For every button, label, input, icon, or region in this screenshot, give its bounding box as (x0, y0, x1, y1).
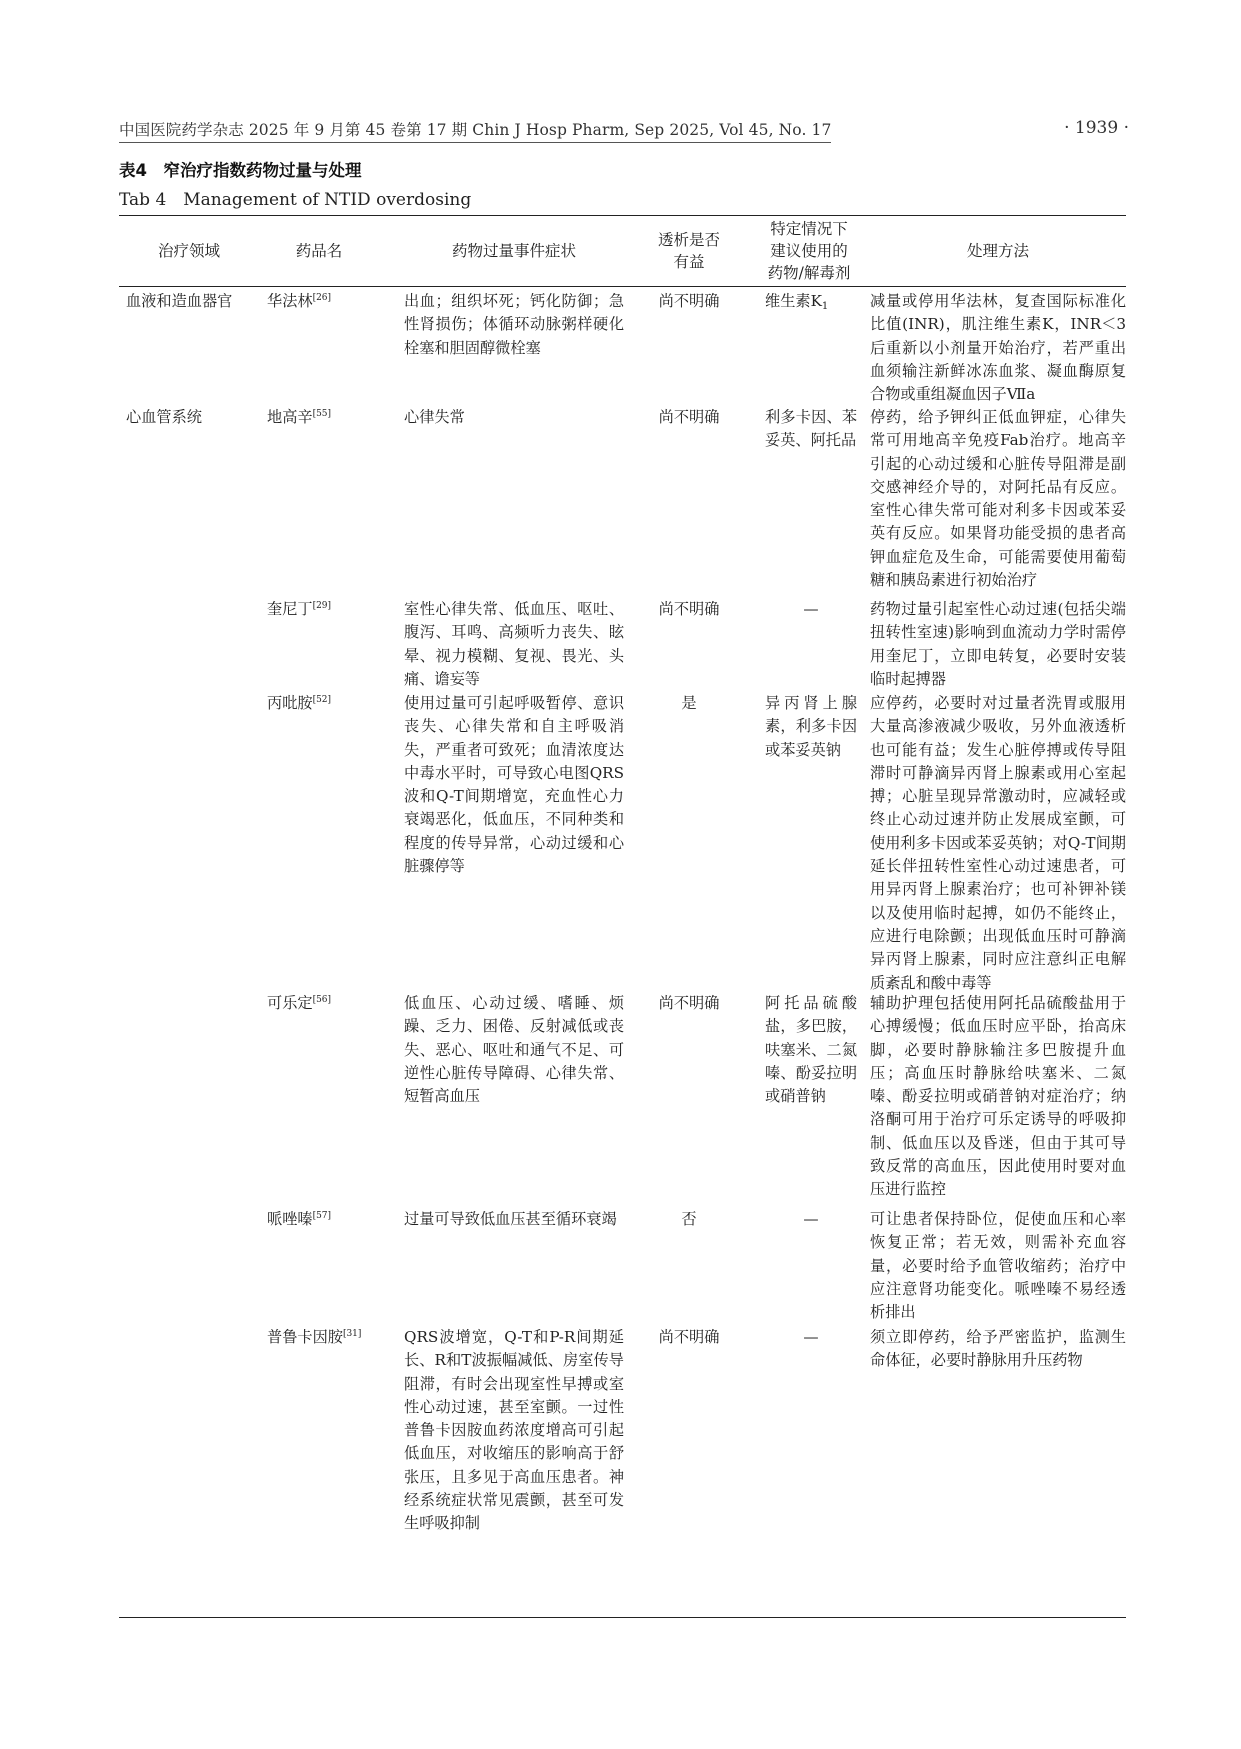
cell-symptoms: 使用过量可引起呼吸暂停、意识丧失、心律失常和自主呼吸消失，严重者可致死；血清浓度达中毒水平时，可导致心电图QRS波和Q-T间期增宽，充血性心力衰竭恶化，低血压，不同种类和程度的传导异常，心动过缓和心脏骤停等 (404, 694, 624, 876)
cell-management: 辅助护理包括使用阿托品硫酸盐用于心搏缓慢；低血压时应平卧，抬高床脚，必要时静脉输注多巴胺提升血压；高血压时静脉给呋塞米、二氮嗪、酚妥拉明或硝普钠对症治疗；纳洛酮可用于治疗可乐定诱导的呼吸抑制、低血压以及昏迷，但由于其可导致反常的高血压，因此使用时要对血压进行监控 (870, 994, 1126, 1199)
cell-drug: 可乐定[56] (267, 994, 332, 1012)
cell-area: 血液和造血器官 (126, 292, 233, 310)
cell-symptoms: 低血压、心动过缓、嗜睡、烦躁、乏力、困倦、反射减低或丧失、恶心、呕吐和通气不足、可逆性心脏传导障碍、心律失常、短暂高血压 (404, 994, 624, 1106)
cell-dialysis: 尚不明确 (658, 292, 720, 310)
cell-antidote: 维生素$K_1$ (765, 292, 829, 312)
cell-drug: 丙吡胺[52] (267, 694, 332, 712)
cell-drug: 奎尼丁[29] (267, 600, 332, 618)
cell-drug: 普鲁卡因胺[31] (267, 1328, 362, 1346)
cell-area: 心血管系统 (126, 408, 202, 426)
table-row (119, 992, 1126, 1208)
col-header-symptoms: 药物过量事件症状 (451, 242, 576, 260)
cell-antidote: 异丙肾上腺素，利多卡因或苯妥英钠 (765, 694, 857, 759)
cell-antidote: — (803, 600, 819, 618)
page-number: · 1939 · (1064, 118, 1129, 138)
cell-antidote: 阿托品硫酸盐，多巴胺，呋塞米、二氮嗪、酚妥拉明或硝普钠 (765, 994, 857, 1106)
citation-ref: [29] (312, 601, 332, 611)
cell-drug: 哌唑嗪[57] (267, 1210, 332, 1228)
cell-management: 药物过量引起室性心动过速(包括尖端扭转性室速)影响到血流动力学时需停用奎尼丁，立即电转复，必要时安装临时起搏器 (870, 600, 1126, 688)
cell-management: 须立即停药，给予严密监护，监测生命体征，必要时静脉用升压药物 (870, 1328, 1126, 1370)
table-row (119, 692, 1126, 992)
subscript: 1 (821, 301, 829, 312)
col-header-management: 处理方法 (966, 242, 1029, 260)
cell-antidote: — (803, 1328, 819, 1346)
table-row (119, 598, 1126, 692)
citation-ref: [56] (312, 995, 332, 1005)
table-caption-chinese: 表4 窄治疗指数药物过量与处理 (119, 161, 362, 180)
journal-citation: 中国医院药学杂志 2025 年 9 月第 45 卷第 17 期 Chin J Hosp Pharm, Sep 2025, Vol 45, No. 17 (119, 118, 831, 143)
cell-antidote: — (803, 1210, 819, 1228)
cell-management: 可让患者保持卧位，促使血压和心率恢复正常；若无效，则需补充血容量，必要时给予血管收缩药；治疗中应注意肾功能变化。哌唑嗪不易经透析排出 (870, 1210, 1126, 1322)
cell-dialysis: 尚不明确 (658, 1328, 720, 1346)
col-header-dialysis: 透析是否 有益 (657, 231, 720, 271)
cell-dialysis: 否 (681, 1210, 697, 1228)
running-header (119, 118, 1129, 142)
citation-ref: [26] (312, 293, 332, 303)
table-body (119, 290, 1126, 1606)
cell-symptoms: 心律失常 (404, 408, 465, 426)
cell-management: 停药，给予钾纠正低血钾症，心律失常可用地高辛免疫Fab治疗。地高辛引起的心动过缓和心脏传导阻滞是副交感神经介导的，对阿托品有反应。室性心律失常可能对利多卡因或苯妥英有反应。如果肾功能受损的患者高钾血症危及生命，可能需要使用葡萄糖和胰岛素进行初始治疗 (870, 408, 1126, 590)
citation-ref: [57] (312, 1211, 332, 1221)
col-header-area: 治疗领域 (157, 242, 220, 260)
table-header-rule (119, 286, 1126, 287)
col-header-antidote: 特定情况下 建议使用的 药物/解毒剂 (767, 220, 851, 282)
table-row (119, 290, 1126, 406)
table-row (119, 406, 1126, 598)
table-caption-english: Tab 4 Management of NTID overdosing (119, 190, 472, 210)
cell-dialysis: 尚不明确 (658, 408, 720, 426)
table-row (119, 1326, 1126, 1606)
citation-ref: [31] (342, 1329, 362, 1339)
cell-drug: 华法林[26] (267, 292, 332, 310)
cell-symptoms: QRS波增宽，Q-T和P-R间期延长、R和T波振幅减低、房室传导阻滞，有时会出现室性早搏或室性心动过速，甚至室颤。一过性普鲁卡因胺血药浓度增高可引起低血压，对收缩压的影响高于舒张压，且多见于高血压患者。神经系统症状常见震颤，甚至可发生呼吸抑制 (404, 1328, 624, 1533)
citation-ref: [52] (312, 695, 332, 705)
table-bottom-rule (119, 1617, 1126, 1618)
table-row (119, 1208, 1126, 1326)
cell-management: 应停药，必要时对过量者洗胃或服用大量高渗液减少吸收，另外血液透析也可能有益；发生心脏停搏或传导阻滞时可静滴异丙肾上腺素或用心室起搏；心脏呈现异常激动时，应减轻或终止心动过速并防止发展成室颤，可使用利多卡因或苯妥英钠；对Q-T间期延长伴扭转性室性心动过速患者，可用异丙肾上腺素治疗；也可补钾补镁以及使用临时起搏，如仍不能终止，应进行电除颤；出现低血压时可静滴异丙肾上腺素，同时应注意纠正电解质紊乱和酸中毒等 (870, 694, 1126, 992)
table-header (119, 216, 1126, 286)
cell-symptoms: 过量可导致低血压甚至循环衰竭 (404, 1210, 617, 1228)
cell-symptoms: 室性心律失常、低血压、呕吐、腹泻、耳鸣、高频听力丧失、眩晕、视力模糊、复视、畏光、头痛、谵妄等 (404, 600, 624, 688)
citation-ref: [55] (312, 409, 332, 419)
col-header-drug: 药品名 (295, 242, 343, 260)
cell-antidote: 利多卡因、苯妥英、阿托品 (765, 408, 857, 450)
cell-management: 减量或停用华法林，复查国际标准化比值(INR)，肌注维生素K，INR＜3后重新以小剂量开始治疗，若严重出血须输注新鲜冰冻血浆、凝血酶原复合物或重组凝血因子Ⅶa (870, 292, 1126, 404)
cell-dialysis: 尚不明确 (658, 600, 720, 618)
cell-drug: 地高辛[55] (267, 408, 332, 426)
cell-dialysis: 尚不明确 (658, 994, 720, 1012)
cell-dialysis: 是 (681, 694, 697, 712)
cell-symptoms: 出血；组织坏死；钙化防御；急性肾损伤；体循环动脉粥样硬化栓塞和胆固醇微栓塞 (404, 292, 624, 357)
